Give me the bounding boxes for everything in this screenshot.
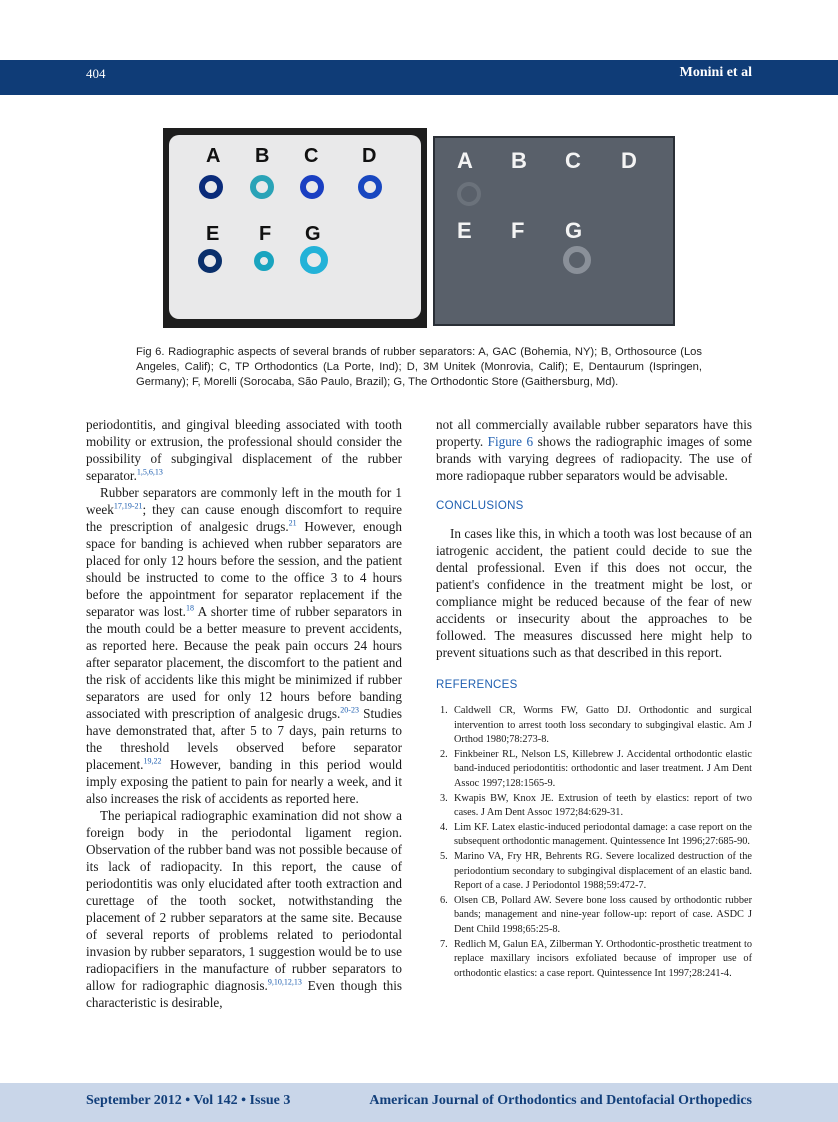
xray-ring-g xyxy=(563,246,591,274)
paragraph xyxy=(436,416,752,484)
separator-ring-b xyxy=(250,175,274,199)
reference-item xyxy=(436,704,752,748)
radiograph-image xyxy=(433,136,675,326)
photo-label-f: F xyxy=(259,223,272,245)
reference-item xyxy=(436,894,752,938)
text-run: Even though this characteristic is desirable, xyxy=(86,978,402,1010)
paragraph xyxy=(86,416,402,484)
figure-link[interactable]: Figure 6 xyxy=(487,434,534,449)
reference-number: 4. xyxy=(440,821,448,833)
xray-label-a: A xyxy=(457,148,473,173)
reference-item xyxy=(436,748,752,792)
reference-text: Lim KF. Latex elastic-induced periodontal damage: a case report on the subsequent orthodontic management. Quintessence Int 1996;27:685-90. xyxy=(454,821,752,848)
reference-number: 2. xyxy=(440,748,448,760)
citation[interactable]: 19,22 xyxy=(143,756,162,766)
running-authors: Monini et al xyxy=(679,65,752,80)
citation[interactable]: 18 xyxy=(185,603,194,613)
photo-label-e: E xyxy=(206,223,220,245)
photo-label-g: G xyxy=(305,223,321,245)
text-run: shows the radiographic images of some brands with varying degrees of radiopacity. The use of more radiopaque rubber separators would be advisable. xyxy=(436,434,752,483)
paragraph xyxy=(86,484,402,807)
reference-item xyxy=(436,850,752,894)
text-run: Rubber separators are commonly left in the mouth for 1 week xyxy=(86,485,402,517)
paragraph xyxy=(86,807,402,1011)
journal-name: American Journal of Orthodontics and Dentofacial Orthopedics xyxy=(369,1093,752,1108)
reference-list xyxy=(436,704,752,981)
citation[interactable]: 9,10,12,13 xyxy=(267,977,302,987)
reference-text: Olsen CB, Pollard AW. Severe bone loss caused by orthodontic rubber bands; management and nine-year follow-up: report of case. ASDC J Dent Child 1998;65:25-8. xyxy=(454,894,752,935)
photo-label-b: B xyxy=(255,145,270,167)
text-run: A shorter time of rubber separators in the mouth could be a better measure to prevent accidents, as reported here. Because the peak pain occurs 24 hours after separator placement, the discomfort to the patient and the risk of accidents like this might be minimized if rubber separators are used for only 12 hours before banding associated with prescription of analgesic drugs. xyxy=(86,604,402,721)
xray-label-c: C xyxy=(565,148,581,173)
text-run: ; they can cause enough discomfort to require the prescription of analgesic drugs. xyxy=(86,502,402,534)
figure-caption xyxy=(136,345,702,390)
left-column xyxy=(86,416,402,1011)
photo-label-a: A xyxy=(206,145,221,167)
reference-item xyxy=(436,821,752,850)
text-run: not all commercially available rubber separators have this property. xyxy=(436,417,752,449)
text-run: However, enough space for banding is achieved when rubber separators are placed for only 12 hours before the session, and the patient should be instructed to come to the office 3 to 4 hours before the appointment for separator replacement if the separator was lost. xyxy=(86,519,402,619)
caption-label: Fig 6. xyxy=(136,346,165,358)
reference-text: Finkbeiner RL, Nelson LS, Killebrew J. Accidental orthodontic elastic band-induced periodontitis: orthodontic and laser treatment. J Am Dent Assoc 1997;128:1565-9. xyxy=(454,748,752,789)
reference-number: 5. xyxy=(440,850,448,862)
xray-label-d: D xyxy=(621,148,637,173)
issue-info: September 2012 • Vol 142 • Issue 3 xyxy=(86,1093,291,1108)
separator-ring-e xyxy=(198,249,222,273)
separators-photo xyxy=(163,128,427,328)
separator-ring-c xyxy=(300,175,324,199)
photo-label-c: C xyxy=(304,145,319,167)
separator-ring-d xyxy=(358,175,382,199)
figure-6 xyxy=(163,128,675,328)
reference-text: Redlich M, Galun EA, Zilberman Y. Orthodontic-prosthetic treatment to replace maxillary incisors exfoliated because of improper use of orthodontic elastics: a case report. Quintessence Int 1997;28:241-4. xyxy=(454,938,752,979)
photo-label-d: D xyxy=(362,145,377,167)
reference-text: Kwapis BW, Knox JE. Extrusion of teeth by elastics: report of two cases. J Am Dent Assoc 1972;84:629-31. xyxy=(454,792,752,819)
right-column xyxy=(436,416,752,981)
references-heading: REFERENCES xyxy=(436,679,518,691)
text-run: The periapical radiographic examination did not show a foreign body in the periodontal ligament region. Observation of the rubber band was not possible because of its lack of radiopacity. In this report, the cause of periodontitis was only elucidated after tooth extraction and curettage of the tooth socket, notwithstanding the placement of 2 rubber separators at the same site. Because of several reports of problems related to periodontal invasion by rubber separators, 1 suggestion would be to use radiopacifiers in the manufacture of rubber separators to allow for radiographic diagnosis. xyxy=(86,808,402,993)
conclusions-heading: CONCLUSIONS xyxy=(436,500,524,512)
reference-item xyxy=(436,792,752,821)
separator-ring-g xyxy=(300,246,328,274)
xray-label-f: F xyxy=(511,218,525,243)
text-run: However, banding in this period would imply exposing the patient to pain for nearly a week, and it also increases the risk of accidents as reported here. xyxy=(86,757,402,806)
page-header xyxy=(0,60,838,95)
xray-label-b: B xyxy=(511,148,527,173)
citation[interactable]: 21 xyxy=(288,518,297,528)
photo-plate xyxy=(169,135,421,319)
conclusions-paragraph: In cases like this, in which a tooth was lost because of an iatrogenic accident, the patient could decide to sue the dental professional. Even if this does not occur, the patient's confidence in the treatment might be lost, or compliance might be reduced because of the fear of new accidents or insecurity about the approaches to be followed. The measures discussed here might help to prevent situations such as that described in this report. xyxy=(436,526,752,660)
separator-ring-a xyxy=(199,175,223,199)
reference-number: 1. xyxy=(440,705,448,716)
citation[interactable]: 17,19-21 xyxy=(113,501,143,511)
text-run: Studies have demonstrated that, after 5 to 7 days, pain returns to the threshold levels observed before separator placement. xyxy=(86,706,402,772)
citation[interactable]: 20-23 xyxy=(340,705,359,715)
page-number: 404 xyxy=(86,66,106,81)
reference-number: 3. xyxy=(440,792,448,804)
reference-number: 6. xyxy=(440,894,448,906)
xray-label-e: E xyxy=(457,218,472,243)
text-run: periodontitis, and gingival bleeding associated with tooth mobility or extrusion, the professional should consider the possibility of subgingival displacement of the rubber separator. xyxy=(86,417,402,483)
reference-number: 7. xyxy=(440,938,448,950)
xray-label-g: G xyxy=(565,218,583,243)
separator-ring-f xyxy=(254,251,274,271)
reference-text: Marino VA, Fry HR, Behrents RG. Severe localized destruction of the periodontium secondary to subgingival displacement of an elastic band. Report of a case. J Periodontol 1988;59:472-7. xyxy=(454,850,752,892)
page-footer xyxy=(0,1083,838,1122)
reference-text: Caldwell CR, Worms FW, Gatto DJ. Orthodontic and surgical intervention to arrest tooth loss secondary to subgingival elastic. Am J Orthod 1980;78:273-8. xyxy=(454,705,752,746)
citation[interactable]: 1,5,6,13 xyxy=(136,467,163,477)
caption-text: Radiographic aspects of several brands of rubber separators: A, GAC (Bohemia, NY); B, Orthosource (Los Angeles, Calif); C, TP Orthodontics (La Porte, Ind); D, 3M Unitek (Monrovia, Calif); E, Dentaurum (Ispringen, Germany); F, Morelli (Sorocaba, São Paulo, Brazil); G, The Orthodontic Store (Gaithersburg, Md). xyxy=(136,346,702,388)
xray-ring-a xyxy=(457,182,481,206)
reference-item xyxy=(436,938,752,982)
